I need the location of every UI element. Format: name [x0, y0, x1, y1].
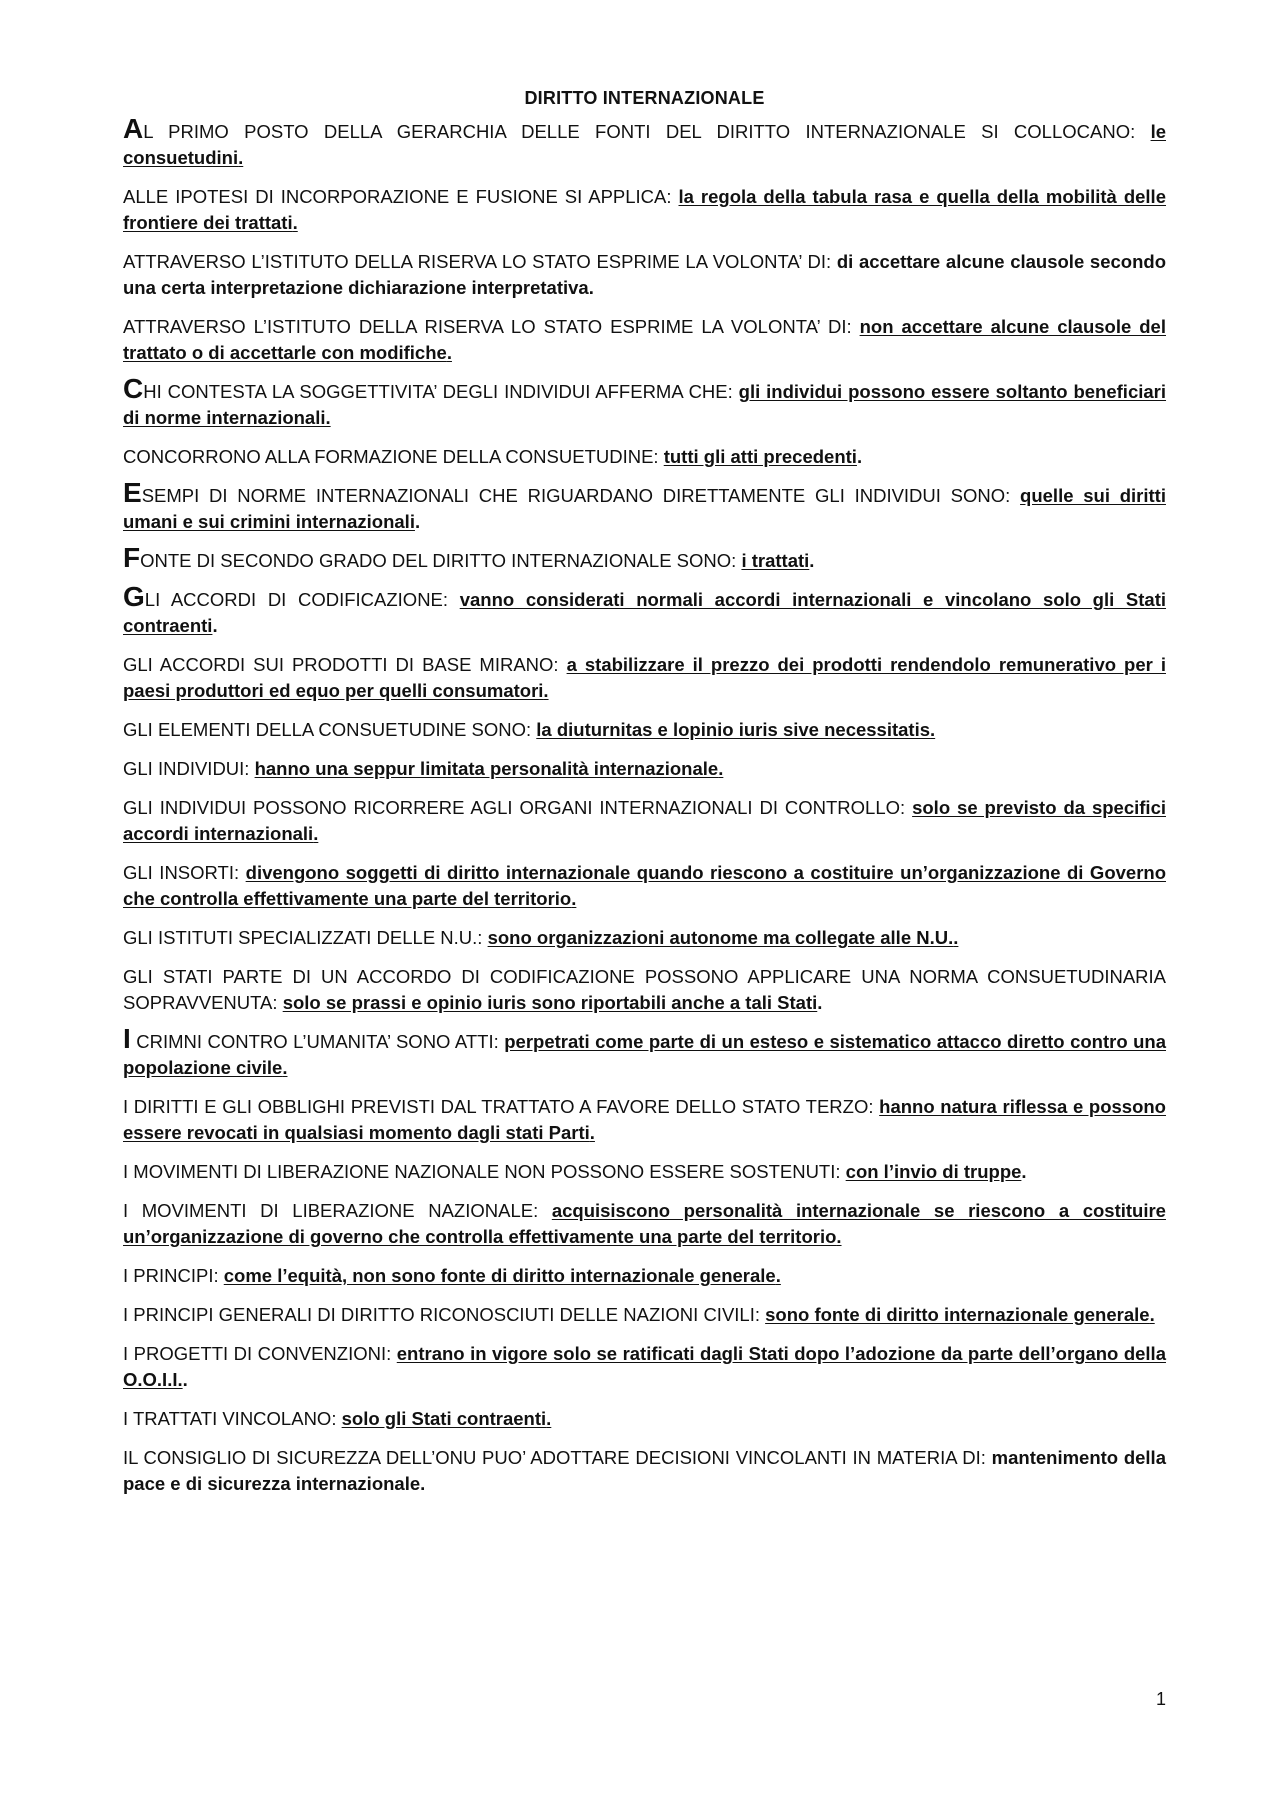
- answer-text: a stabilizzare il prezzo dei prodotti rendendolo remunerativo per i paesi produttori ed equo per quelli consumatori: [123, 654, 1166, 701]
- question-text: ONTE DI SECONDO GRADO DEL DIRITTO INTERNAZIONALE SONO:: [140, 550, 742, 571]
- answer-text: entrano in vigore solo se ratificati dagli Stati dopo l’adozione da parte dell’organo della O.O.I.I.: [123, 1343, 1166, 1390]
- question-text: ALLE IPOTESI DI INCORPORAZIONE E FUSIONE SI APPLICA:: [123, 186, 679, 207]
- answer-punctuation: .: [325, 407, 331, 428]
- answer-text: hanno una seppur limitata personalità internazionale: [254, 758, 719, 779]
- drop-initial: F: [123, 542, 141, 573]
- answer-text: hanno natura riflessa e possono essere revocati in qualsiasi momento dagli stati Parti: [123, 1096, 1166, 1143]
- question-text: CONCORRONO ALLA FORMAZIONE DELLA CONSUETUDINE:: [123, 446, 664, 467]
- answer-punctuation: .: [420, 1473, 426, 1494]
- answer-text: come l’equità, non sono fonte di diritto internazionale generale: [223, 1265, 776, 1286]
- answer-text: la regola della tabula rasa e quella della mobilità delle frontiere dei trattati: [123, 186, 1166, 233]
- qa-entry: [123, 756, 1166, 782]
- qa-entry: [123, 1302, 1166, 1328]
- question-text: SEMPI DI NORME INTERNAZIONALI CHE RIGUARDANO DIRETTAMENTE GLI INDIVIDUI SONO:: [141, 485, 1021, 506]
- entry-list: [123, 113, 1167, 1497]
- question-text: LI ACCORDI DI CODIFICAZIONE:: [144, 589, 460, 610]
- qa-entry: [123, 373, 1167, 431]
- answer-punctuation: .: [446, 342, 452, 363]
- answer-text: tutti gli atti precedenti: [663, 446, 857, 467]
- qa-entry: [123, 184, 1166, 236]
- answer-punctuation: .: [543, 680, 549, 701]
- document-title: DIRITTO INTERNAZIONALE: [524, 88, 765, 108]
- question-text: I MOVIMENTI DI LIBERAZIONE NAZIONALE NON POSSONO ESSERE SOSTENUTI:: [123, 1161, 846, 1182]
- qa-entry: [123, 477, 1166, 535]
- answer-text: di accettare alcune clausole secondo una certa interpretazione dichiarazione interpretativa: [123, 251, 1166, 298]
- document-page: [123, 88, 1166, 1510]
- answer-punctuation: .: [817, 992, 823, 1013]
- answer-punctuation: .: [292, 212, 298, 233]
- qa-entry: [123, 113, 1166, 171]
- qa-entry: [123, 444, 1166, 470]
- qa-entry: [123, 795, 1166, 847]
- question-text: ATTRAVERSO L’ISTITUTO DELLA RISERVA LO STATO ESPRIME LA VOLONTA’ DI:: [123, 316, 860, 337]
- question-text: L PRIMO POSTO DELLA GERARCHIA DELLE FONTI DEL DIRITTO INTERNAZIONALE SI COLLOCANO:: [143, 121, 1151, 142]
- qa-entry: [123, 1159, 1166, 1185]
- drop-initial: A: [123, 113, 144, 144]
- qa-entry: [123, 1094, 1166, 1146]
- qa-entry: [123, 542, 1166, 574]
- answer-text: solo se prassi e opinio iuris sono riportabili anche a tali Stati: [282, 992, 818, 1013]
- answer-text: solo se previsto da specifici accordi internazionali: [123, 797, 1166, 844]
- qa-entry: [123, 1445, 1166, 1497]
- answer-punctuation: .: [212, 615, 218, 636]
- question-text: I PRINCIPI GENERALI DI DIRITTO RICONOSCIUTI DELLE NAZIONI CIVILI:: [123, 1304, 766, 1325]
- answer-punctuation: .: [313, 823, 319, 844]
- answer-punctuation: .: [1149, 1304, 1155, 1325]
- answer-punctuation: .: [588, 277, 594, 298]
- drop-initial: C: [123, 373, 144, 404]
- answer-punctuation: .: [953, 927, 959, 948]
- qa-entry: [123, 581, 1167, 639]
- answer-text: acquisiscono personalità internazionale se riescono a costituire un’organizzazione di governo che controlla effettivamente una parte del territorio: [123, 1200, 1166, 1247]
- answer-text: quelle sui diritti umani e sui crimini internazionali: [123, 485, 1166, 532]
- question-text: GLI ISTITUTI SPECIALIZZATI DELLE N.U.:: [123, 927, 488, 948]
- question-text: I MOVIMENTI DI LIBERAZIONE NAZIONALE:: [123, 1200, 552, 1221]
- answer-text: solo gli Stati contraenti: [341, 1408, 547, 1429]
- answer-text: non accettare alcune clausole del trattato o di accettarle con modifiche: [123, 316, 1166, 363]
- answer-text: sono fonte di diritto internazionale generale: [765, 1304, 1150, 1325]
- question-text: IL CONSIGLIO DI SICUREZZA DELL’ONU PUO’ ADOTTARE DECISIONI VINCOLANTI IN MATERIA DI:: [123, 1447, 992, 1468]
- qa-entry: [123, 717, 1166, 743]
- question-text: I PRINCIPI:: [123, 1265, 224, 1286]
- drop-initial: G: [123, 581, 145, 612]
- question-text: GLI INSORTI:: [123, 862, 246, 883]
- question-text: GLI INDIVIDUI:: [123, 758, 255, 779]
- qa-entry: [123, 249, 1166, 301]
- qa-entry: [123, 964, 1166, 1016]
- answer-punctuation: .: [836, 1226, 842, 1247]
- answer-punctuation: .: [718, 758, 724, 779]
- answer-punctuation: .: [856, 446, 863, 467]
- answer-text: divengono soggetti di diritto internazionale quando riescono a costituire un’organizzazione di Governo che controlla effettivamente una parte del territorio: [123, 862, 1166, 909]
- answer-punctuation: .: [546, 1408, 552, 1429]
- question-text: GLI ACCORDI SUI PRODOTTI DI BASE MIRANO:: [123, 654, 567, 675]
- qa-entry: [123, 860, 1166, 912]
- answer-text: vanno considerati normali accordi internazionali e vincolano solo gli Stati contraenti: [123, 589, 1167, 636]
- answer-punctuation: .: [930, 719, 936, 740]
- qa-entry: [123, 1263, 1166, 1289]
- question-text: I DIRITTI E GLI OBBLIGHI PREVISTI DAL TRATTATO A FAVORE DELLO STATO TERZO:: [123, 1096, 880, 1117]
- answer-punctuation: .: [238, 147, 244, 168]
- question-text: I TRATTATI VINCOLANO:: [123, 1408, 342, 1429]
- answer-text: sono organizzazioni autonome ma collegate alle N.U.: [487, 927, 954, 948]
- answer-text: gli individui possono essere soltanto beneficiari di norme internazionali: [123, 381, 1167, 428]
- answer-punctuation: .: [589, 1122, 595, 1143]
- answer-text: le consuetudini: [123, 121, 1166, 168]
- qa-entry: [123, 314, 1166, 366]
- answer-text: mantenimento della pace e di sicurezza internazionale: [123, 1447, 1166, 1494]
- question-text: GLI ELEMENTI DELLA CONSUETUDINE SONO:: [123, 719, 537, 740]
- qa-entry: [123, 925, 1166, 951]
- answer-text: la diuturnitas e lopinio iuris sive necessitatis: [536, 719, 931, 740]
- answer-punctuation: .: [809, 550, 815, 571]
- drop-initial: E: [123, 477, 142, 508]
- answer-punctuation: .: [775, 1265, 781, 1286]
- question-text: GLI STATI PARTE DI UN ACCORDO DI CODIFICAZIONE POSSONO APPLICARE UNA NORMA CONSUETUDINARIA SOPRAVVENUTA:: [123, 966, 1166, 1013]
- answer-punctuation: .: [571, 888, 577, 909]
- answer-punctuation: .: [1021, 1161, 1027, 1182]
- page-number: 1: [1155, 1689, 1166, 1709]
- question-text: ATTRAVERSO L’ISTITUTO DELLA RISERVA LO STATO ESPRIME LA VOLONTA’ DI:: [123, 251, 837, 272]
- answer-punctuation: .: [414, 511, 421, 532]
- answer-text: i trattati: [741, 550, 810, 571]
- question-text: I PROGETTI DI CONVENZIONI:: [123, 1343, 397, 1364]
- qa-entry: [123, 1023, 1166, 1081]
- question-text: CRIMNI CONTRO L’UMANITA’ SONO ATTI:: [130, 1031, 505, 1052]
- answer-punctuation: .: [182, 1369, 188, 1390]
- qa-entry: [123, 1198, 1166, 1250]
- answer-text: con l’invio di truppe: [845, 1161, 1022, 1182]
- question-text: HI CONTESTA LA SOGGETTIVITA’ DEGLI INDIVIDUI AFFERMA CHE:: [143, 381, 739, 402]
- question-text: GLI INDIVIDUI POSSONO RICORRERE AGLI ORGANI INTERNAZIONALI DI CONTROLLO:: [123, 797, 913, 818]
- qa-entry: [123, 1341, 1166, 1393]
- qa-entry: [123, 1406, 1166, 1432]
- answer-text: perpetrati come parte di un esteso e sistematico attacco diretto contro una popolazione civile: [123, 1031, 1166, 1078]
- qa-entry: [123, 652, 1166, 704]
- answer-punctuation: .: [282, 1057, 288, 1078]
- drop-initial: I: [123, 1023, 131, 1054]
